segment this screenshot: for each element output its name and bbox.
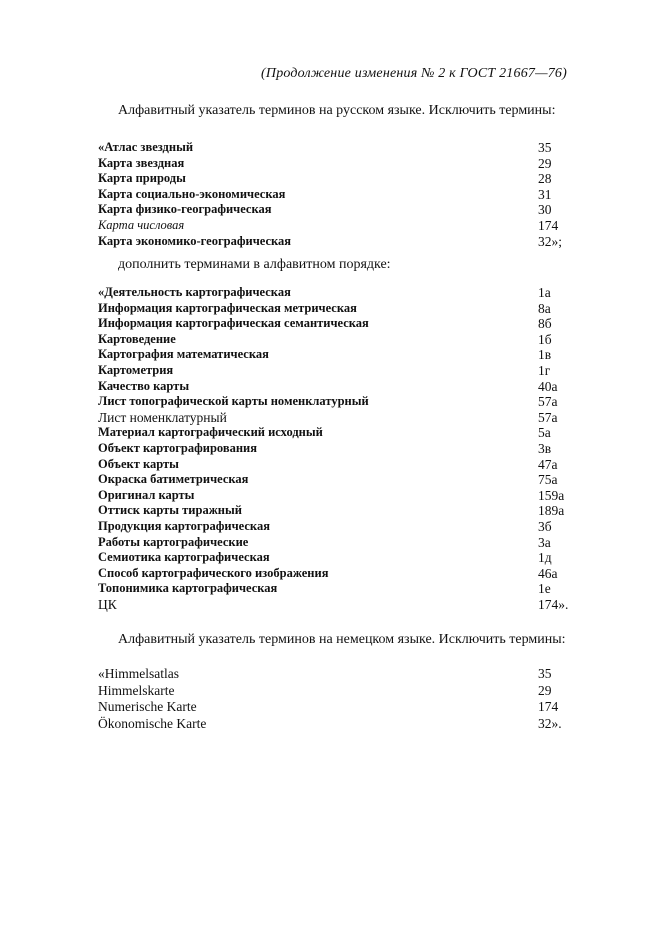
term-label: Карта звездная [98, 155, 185, 170]
term-row [98, 234, 568, 250]
term-row [98, 472, 568, 488]
term-number: 57а [538, 409, 558, 425]
term-number: 3а [538, 534, 551, 550]
term-number: 47а [538, 456, 558, 472]
term-row [98, 285, 568, 301]
term-number: 174 [538, 699, 559, 714]
term-row [98, 519, 568, 535]
term-row [98, 187, 568, 203]
term-label: Объект карты [98, 456, 179, 471]
term-row [98, 301, 568, 317]
term-number: 35 [538, 666, 552, 681]
term-number: 174». [538, 596, 569, 612]
term-number: 31 [538, 186, 552, 202]
term-row [98, 441, 568, 457]
term-label: Лист топографической карты номенклатурный [98, 394, 369, 409]
term-label: Numerische Karte [98, 699, 197, 714]
term-number: 1д [538, 550, 552, 566]
term-row [98, 457, 568, 473]
term-label: Оттиск карты тиражный [98, 503, 242, 518]
term-row [98, 394, 568, 410]
term-number: 1г [538, 362, 551, 378]
term-number: 32»; [538, 233, 563, 249]
term-label: Объект картографирования [98, 440, 258, 455]
paragraph-de-exclude: Алфавитный указатель терминов на немецком языке. Исключить термины: [118, 632, 566, 647]
de-excluded-list [98, 666, 568, 732]
term-number: 28 [538, 171, 552, 187]
term-row [98, 363, 568, 379]
term-label: Материал картографический исходный [98, 425, 323, 440]
term-label: «Атлас звездный [98, 140, 194, 154]
term-label: Карта физико-географическая [98, 202, 272, 217]
term-number: 40а [538, 378, 558, 394]
ru-added-list [98, 285, 568, 612]
term-label: Карта природы [98, 171, 186, 186]
term-row [98, 347, 568, 363]
term-row [98, 171, 568, 187]
term-number: 3б [538, 518, 552, 534]
term-label: Картометрия [98, 362, 174, 377]
term-row [98, 666, 568, 683]
term-number: 3в [538, 440, 552, 456]
term-number: 8а [538, 300, 551, 316]
term-number: 1в [538, 347, 552, 363]
term-label: Лист номенклатурный [98, 409, 227, 425]
term-label: Продукция картографическая [98, 518, 270, 533]
term-label: Карта социально-экономическая [98, 186, 286, 201]
term-number: 30 [538, 202, 552, 218]
term-row [98, 597, 568, 613]
term-number: 57а [538, 394, 558, 410]
term-label: Способ картографического изображения [98, 565, 329, 580]
term-number: 35 [538, 140, 552, 155]
term-label: ЦК [98, 596, 117, 612]
term-label: Ökonomische Karte [98, 715, 207, 731]
term-label: Окраска батиметрическая [98, 472, 249, 487]
term-row [98, 202, 568, 218]
term-label: Информация картографическая семантическая [98, 316, 369, 331]
term-label: Топонимика картографическая [98, 581, 278, 596]
term-row [98, 683, 568, 700]
term-label: «Деятельность картографическая [98, 285, 291, 299]
page-header: (Продолжение изменения № 2 к ГОСТ 21667—76) [261, 66, 567, 81]
term-row [98, 156, 568, 172]
term-row [98, 218, 568, 234]
term-row [98, 550, 568, 566]
term-row [98, 140, 568, 156]
term-number: 75а [538, 472, 558, 488]
term-row [98, 410, 568, 426]
term-label: Картоведение [98, 331, 176, 346]
term-label: Картография математическая [98, 347, 269, 362]
term-label: Качество карты [98, 378, 190, 393]
term-row [98, 581, 568, 597]
term-row [98, 503, 568, 519]
term-number: 32». [538, 715, 562, 731]
term-label: Карта числовая [98, 217, 185, 232]
term-number: 46а [538, 565, 558, 581]
term-number: 174 [538, 217, 559, 233]
term-row [98, 566, 568, 582]
term-row [98, 699, 568, 716]
term-number: 1б [538, 331, 552, 347]
term-number: 189а [538, 503, 565, 519]
term-number: 159а [538, 487, 565, 503]
paragraph-ru-exclude: Алфавитный указатель терминов на русском языке. Исключить термины: [118, 103, 556, 118]
term-label: «Himmelsatlas [98, 666, 179, 681]
paragraph-ru-add: дополнить терминами в алфавитном порядке: [118, 257, 391, 272]
term-number: 29 [538, 155, 552, 171]
term-row [98, 716, 568, 733]
term-label: Информация картографическая метрическая [98, 300, 357, 315]
term-number: 8б [538, 316, 552, 332]
term-number: 1а [538, 285, 551, 300]
term-row [98, 332, 568, 348]
term-row [98, 316, 568, 332]
term-row [98, 425, 568, 441]
term-label: Работы картографические [98, 534, 249, 549]
term-number: 1е [538, 581, 551, 597]
term-row [98, 379, 568, 395]
ru-excluded-list [98, 140, 568, 249]
term-number: 5а [538, 425, 551, 441]
term-row [98, 488, 568, 504]
term-number: 29 [538, 682, 552, 698]
term-row [98, 535, 568, 551]
term-label: Оригинал карты [98, 487, 195, 502]
term-label: Карта экономико-географическая [98, 233, 292, 248]
term-label: Himmelskarte [98, 682, 175, 698]
term-label: Семиотика картографическая [98, 550, 270, 565]
